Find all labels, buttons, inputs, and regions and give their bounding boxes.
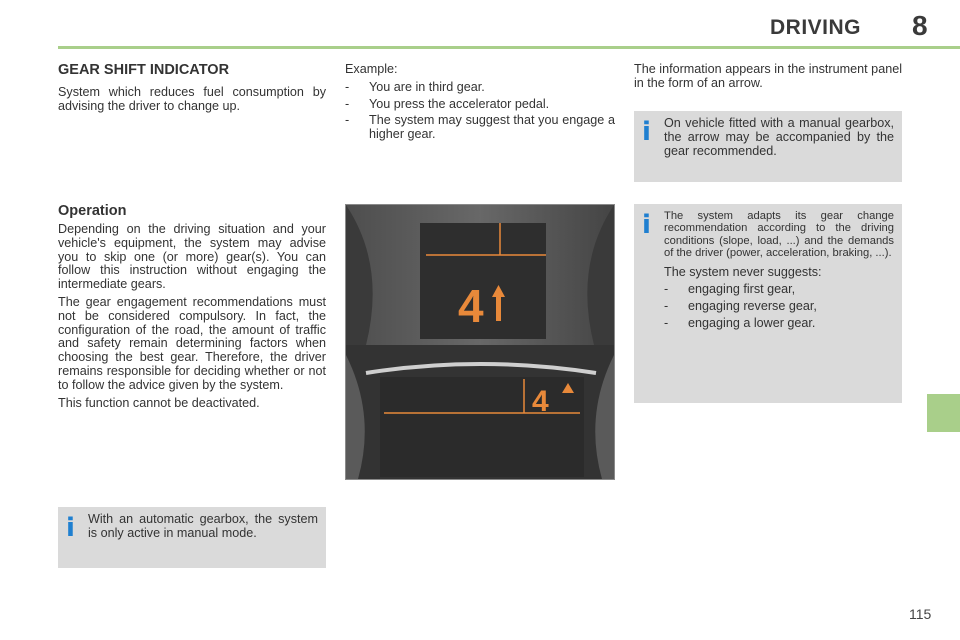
instrument-panel-photo — [345, 204, 615, 480]
info-icon: i — [642, 117, 651, 147]
list-item: - engaging reverse gear, — [664, 300, 894, 314]
chapter-number: 8 — [912, 10, 928, 41]
example-label: Example: — [345, 62, 398, 76]
info-icon: i — [66, 513, 75, 543]
chapter-side-tab — [927, 394, 960, 432]
chapter-title: DRIVING — [770, 16, 862, 39]
info-appearance — [634, 63, 902, 91]
operation-heading: Operation — [58, 203, 127, 219]
info-adapts-text: The system adapts its gear change recommendation according to the driving conditions (slope, load, ...) and the demands of the driver (power, acceleration, braking, ...). — [664, 210, 894, 260]
intro-paragraph: System which reduces fuel consumption by advising the driver to change up. — [58, 85, 326, 113]
page-number: 115 — [909, 606, 932, 622]
header-rule — [58, 46, 960, 49]
list-item: - The system may suggest that you engage a higher gear. — [345, 114, 615, 142]
gear-number-top: 4 — [458, 280, 484, 332]
section-heading: GEAR SHIFT INDICATOR — [58, 62, 230, 78]
never-suggests-label: The system never suggests: — [664, 264, 822, 279]
list-item: - You press the accelerator pedal. — [345, 98, 615, 112]
operation-paragraph-2: The gear engagement recommendations must not be considered compulsory. In fact, the configuration of the road, the amount of traffic and safety remain determining factors when choosing the best gear. Therefore, the driver remains responsible for deciding whether or not to follow the advice given by the system. — [58, 294, 326, 392]
gear-number-bottom: 4 — [532, 385, 549, 418]
operation-section — [58, 203, 326, 410]
example-list — [345, 81, 615, 142]
example-section — [345, 63, 615, 145]
appearance-text: The information appears in the instrument panel in the form of an arrow. — [634, 62, 902, 90]
list-item: - engaging first gear, — [664, 283, 894, 297]
info-icon: i — [642, 210, 651, 240]
operation-paragraph-1: Depending on the driving situation and your vehicle's equipment, the system may advise you to skip one (or more) gear(s). You can follow this instruction without engaging the intermediate gears. — [58, 222, 326, 292]
list-item: - You are in third gear. — [345, 81, 615, 95]
info-box-adapts — [634, 204, 902, 403]
list-item: - engaging a lower gear. — [664, 317, 894, 331]
info-box-automatic — [58, 507, 326, 568]
never-suggests-list — [664, 283, 894, 330]
info-automatic-text: With an automatic gearbox, the system is only active in manual mode. — [88, 512, 318, 540]
gear-shift-section — [58, 62, 326, 114]
info-manual-text: On vehicle fitted with a manual gearbox, the arrow may be accompanied by the gear recommended. — [664, 116, 894, 158]
operation-paragraph-3: This function cannot be deactivated. — [58, 395, 260, 410]
info-box-manual — [634, 111, 902, 182]
